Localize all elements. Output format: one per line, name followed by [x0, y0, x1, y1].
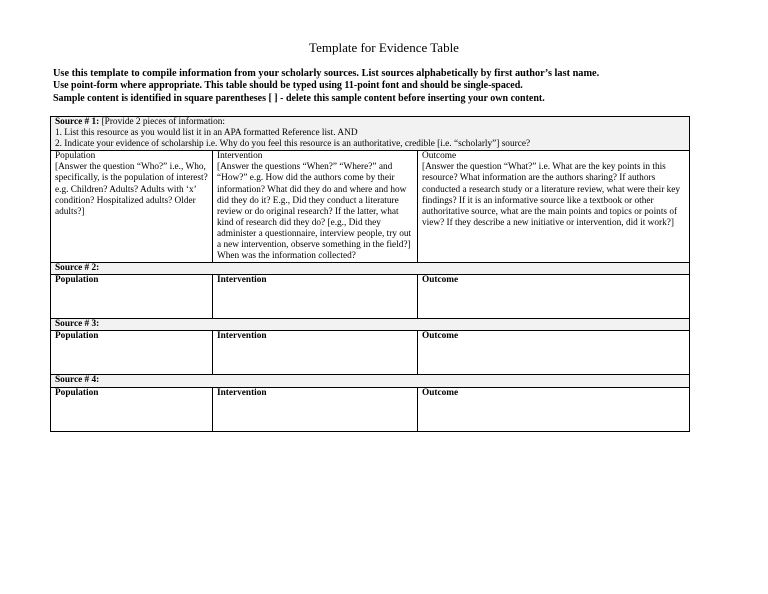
population-label: Population: [55, 151, 96, 162]
source-1-header-row: [51, 117, 690, 151]
instruction-line-2: Use point-form where appropriate. This table should be typed using 11-point font and should be single-spaced.: [53, 80, 523, 92]
source-1-population-cell[interactable]: [51, 151, 213, 263]
outcome-sample-text: [Answer the question “What?” i.e. What are the key points in this resource? What information are the authors sharing? If authors conducted a research study or a literature review, what were their key findings? If it is an informative source like a textbook or other authoritative source, what are the main points and topics or points of view? If they describe a new initiative or intervention, did it work?]: [422, 162, 681, 228]
source-2-intervention-cell[interactable]: Intervention: [213, 275, 418, 319]
source-3-content-row: [51, 331, 690, 375]
source-4-outcome-cell[interactable]: Outcome: [418, 387, 690, 431]
source-3-intervention-cell[interactable]: Intervention: [213, 331, 418, 375]
source-2-header-row: [51, 263, 690, 275]
source-1-header-cell[interactable]: [51, 117, 690, 151]
source-1-line-2: 1. List this resource as you would list it in an APA formatted Reference list. AND: [55, 128, 358, 139]
source-2-population-cell[interactable]: Population: [51, 275, 213, 319]
instruction-line-3: Sample content is identified in square parentheses [ ] - delete this sample content before inserting your own content.: [53, 92, 545, 104]
source-4-header-cell[interactable]: Source # 4:: [51, 375, 690, 387]
source-2-header-cell[interactable]: Source # 2:: [51, 263, 690, 275]
source-3-header-row: [51, 319, 690, 331]
source-3-population-cell[interactable]: Population: [51, 331, 213, 375]
evidence-table: [50, 116, 690, 432]
source-3-header-cell[interactable]: Source # 3:: [51, 319, 690, 331]
population-sample-text: [Answer the question “Who?” i.e., Who, specifically, is the population of interest? e.g. Children? Adults? Adults with ‘x’ condition? Hospitalized adults? Older adults?]: [55, 162, 208, 217]
source-4-header-row: [51, 375, 690, 387]
document-title: Template for Evidence Table: [309, 40, 459, 55]
intervention-sample-text: [Answer the questions “When?” “Where?” and “How?” e.g. How did the authors come by their information? What did they do and where and how did they do it? E.g., Did they conduct a literature review or do original research? If the latter, what kind of research did they do? [e.g., Did they administer a questionnaire, interview people, try out a new intervention, observe something in the field?] When was the information collected?: [217, 162, 412, 262]
instruction-line-1: Use this template to compile information from your scholarly sources. List sources alphabetically by first author’s last name.: [53, 68, 600, 79]
source-2-outcome-cell[interactable]: Outcome: [418, 275, 690, 319]
outcome-label: Outcome: [422, 151, 457, 162]
source-3-outcome-cell[interactable]: Outcome: [418, 331, 690, 375]
source-1-line-3: 2. Indicate your evidence of scholarship i.e. Why do you feel this resource is an authoritative, credible [i.e. “scholarly”] source?: [55, 139, 531, 150]
source-1-intervention-cell[interactable]: [213, 151, 418, 263]
instructions: [53, 68, 733, 105]
source-2-content-row: [51, 275, 690, 319]
source-4-intervention-cell[interactable]: Intervention: [213, 387, 418, 431]
source-1-outcome-cell[interactable]: [418, 151, 690, 263]
intervention-label: Intervention: [217, 151, 263, 162]
source-1-line-1: [Provide 2 pieces of information:: [99, 117, 225, 127]
source-4-content-row: [51, 387, 690, 431]
source-1-label: Source # 1:: [55, 117, 100, 127]
source-4-population-cell[interactable]: Population: [51, 387, 213, 431]
source-1-content-row: [51, 151, 690, 263]
